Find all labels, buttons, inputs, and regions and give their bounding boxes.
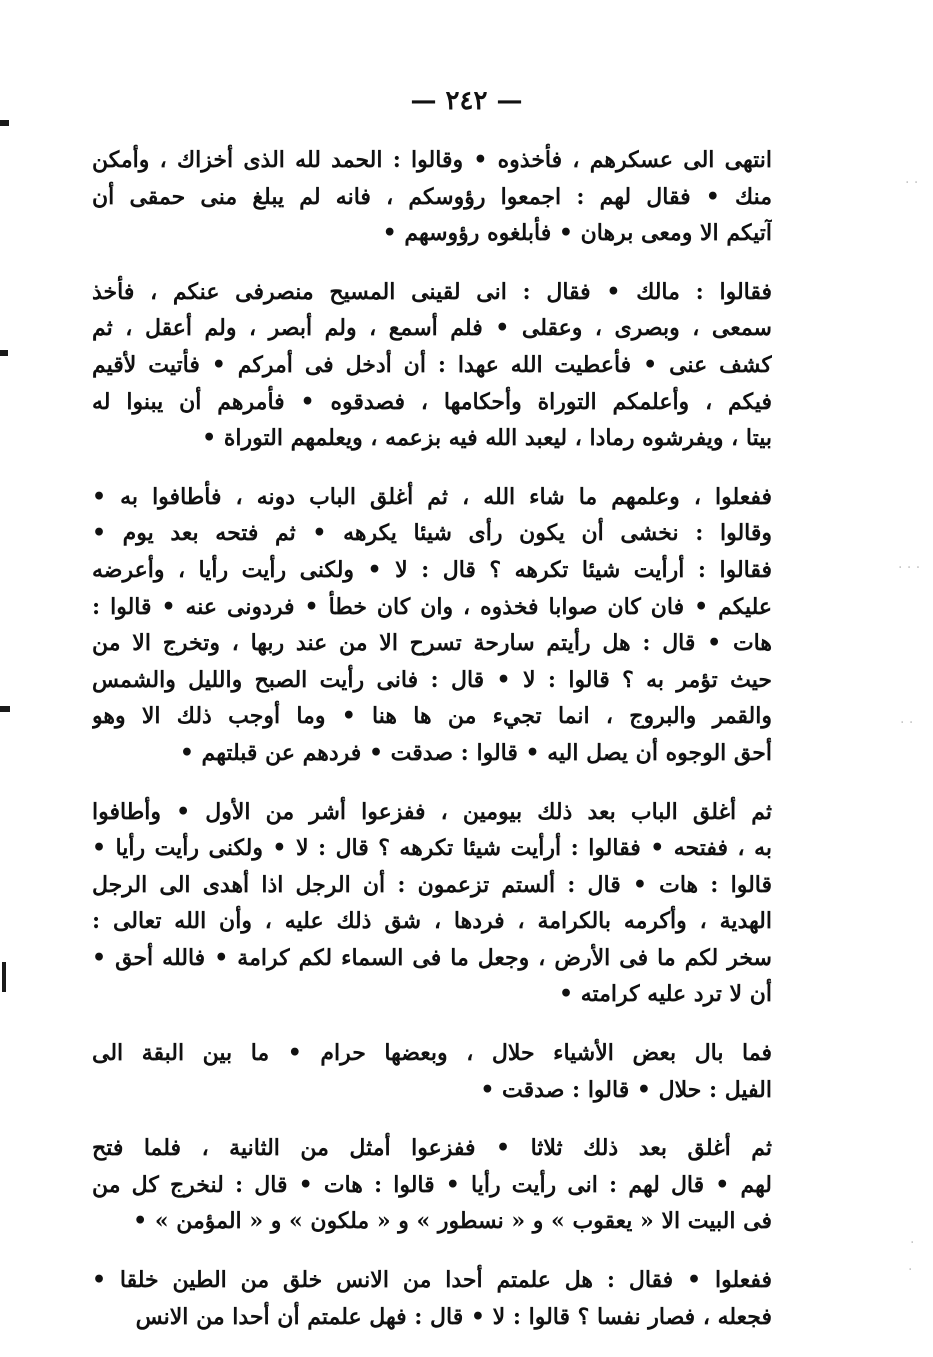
text-line: سمعى ، وبصرى ، وعقلى • فلم أسمع ، ولم أبصر ، ولم أعقل ، ثم xyxy=(92,315,772,342)
text-line: حيث تؤمر به ؟ قالوا : لا • قال : فانى رأيت الصبح والليل والشمس xyxy=(92,666,772,693)
text-line: منك • فقال لهم : اجمعوا رؤوسكم ، فانه لم يبلغ منى حمقى أن xyxy=(92,183,772,210)
paragraph xyxy=(92,142,772,252)
page-number: — ٢٤٢ — xyxy=(410,86,523,116)
text-line: سخر لكم ما فى الأرض ، وجعل ما فى السماء لكم كرامة • فالله أحق • xyxy=(92,944,772,971)
paragraph xyxy=(92,1262,772,1335)
text-line: انتهى الى عسكرهم ، فأخذوه • وقالوا : الحمد لله الذى أخزاك ، وأمكن xyxy=(92,147,772,173)
paragraph xyxy=(92,794,772,1014)
scan-mark xyxy=(2,962,6,992)
text-line: فيكم ، وأعلمكم التوراة وأحكامها ، فصدقوه • فأمرهم أن يبنوا له xyxy=(92,388,772,415)
text-line: فجعله ، فصار نفسا ؟ قالوا : لا • قال : فهل علمتم أن أحدا من الانس xyxy=(135,1303,772,1330)
text-line: لهم • قال لهم : انى رأيت رأيا • قالوا : هات • قال : لنخرج كل من xyxy=(92,1171,772,1198)
scan-mark xyxy=(0,120,9,126)
text-line: قالوا : هات • قال : ألستم تزعمون : أن الرجل اذا أهدى الى الرجل xyxy=(92,871,772,898)
text-line: فى البيت الا « يعقوب » و « نسطور » و « ملكون » و « المؤمن » • xyxy=(133,1208,772,1235)
scan-mark xyxy=(0,706,10,712)
text-line: ثم أغلق الباب بعد ذلك بيومين ، ففزعوا أشر من الأول • وأطافوا xyxy=(92,798,772,825)
text-line: فقالوا : أرأيت شيئا تكرهه ؟ قال : لا • ولكنى رأيت رأيا ، وأعرضه xyxy=(92,556,772,583)
text-line: كشف عنى • فأعطيت الله عهدا : أن أدخل فى أمركم • فأتيت لأقيم xyxy=(92,351,772,378)
scan-speck: · · xyxy=(900,715,914,731)
paragraph xyxy=(92,1035,772,1108)
text-line: الفيل : حلال • قالوا : صدقت • xyxy=(480,1076,772,1103)
paragraph xyxy=(92,1130,772,1240)
paragraph xyxy=(92,479,772,772)
text-line: أن لا ترد عليه كرامته • xyxy=(558,981,772,1008)
text-line: وقالوا : نخشى أن يكون رأى شيئا يكرهه • ثم فتحه بعد يوم • xyxy=(92,520,772,547)
scan-speck: · xyxy=(908,1262,913,1278)
paragraph xyxy=(92,274,772,457)
text-line: ثم أغلق بعد ذلك ثلاثا • ففزعوا أمثل من الثانية ، فلما فتح xyxy=(92,1135,772,1162)
scan-speck: · xyxy=(910,1235,915,1251)
body-text xyxy=(92,142,772,1357)
text-line: آتيكم الا ومعى برهان • فأبلغوه رؤوسهم • xyxy=(382,220,772,247)
text-line: به ، ففتحه • فقالوا : أرأيت شيئا تكرهه ؟ قال : لا • ولكنى رأيت رأيا • xyxy=(92,835,772,862)
text-line: ففعلوا ، وعلمهم ما شاء الله ، ثم أغلق الباب دونه ، فأطافوا به • xyxy=(92,483,772,510)
text-line: فقالوا : مالك • فقال : انى لقينى المسيح منصرفى عنكم ، فأخذ xyxy=(92,278,772,305)
text-line: بيتا ، ويفرشوه رمادا ، ليعبد الله فيه بزعمه ، ويعلمهم التوراة • xyxy=(202,425,772,452)
text-line: ففعلوا • فقال : هل علمتم أحدا من الانس خلق من الطين خلقا • xyxy=(92,1267,772,1294)
scan-mark xyxy=(0,350,8,356)
text-line: عليكم • فان كان صوابا فخذوه ، وان كان خطأ • فردونى عنه • قالوا : xyxy=(92,593,772,620)
text-line: فما بال بعض الأشياء حلال ، وبعضها حرام • ما بين البقة الى xyxy=(92,1040,772,1067)
text-line: الهدية ، وأكرمه بالكرامة ، فردها ، شق ذلك عليه ، وأن الله تعالى : xyxy=(92,908,772,935)
scan-speck: · · xyxy=(905,175,919,191)
scan-speck: · · · xyxy=(898,560,921,576)
text-line: والقمر والبروج ، انما تجيء من ها هنا • وما أوجب ذلك الا وهو xyxy=(92,703,772,730)
text-line: أحق الوجوه أن يصل اليه • قالوا : صدقت • فردهم عن قبلتهم • xyxy=(179,739,772,766)
text-line: هات • قال : هل رأيتم سارحة تسرح الا من عند ربها ، وتخرج الا من xyxy=(92,630,772,657)
